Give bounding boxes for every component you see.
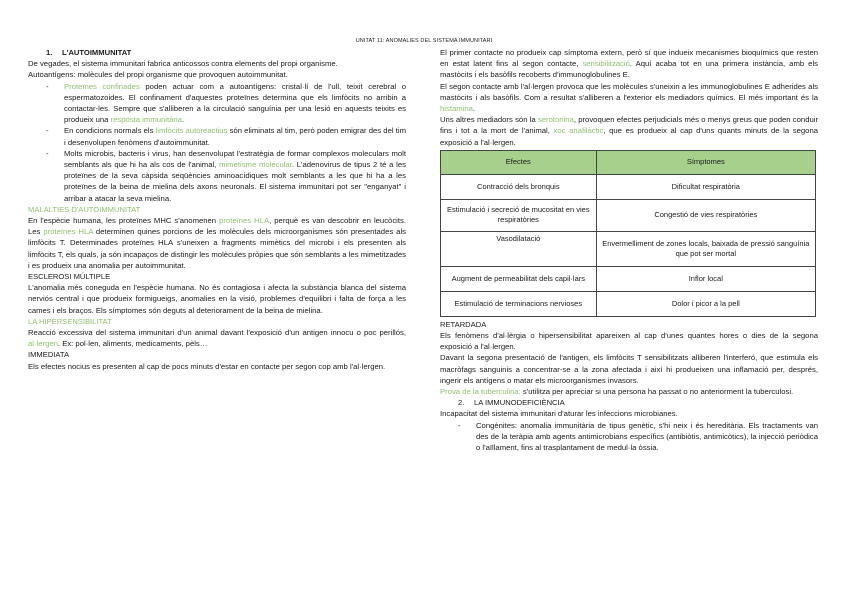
- table-cell: Dolor i picor a la pell: [596, 291, 815, 316]
- subheading-retardada: RETARDADA: [440, 319, 487, 329]
- list-item: - Congènites: anomalia immunitària de tipus genètic, s'hi neix i és hereditària. Els tractaments van des de la teràpia amb agents antimicrobians específics (antibiòtis, antimicòtics), la injecció periòdica o l'aïllament, fins al trasplantament de medul·la òssia.: [476, 420, 818, 454]
- left-column: [28, 47, 406, 372]
- table-cell: Vasodilatació: [441, 231, 597, 266]
- effects-symptoms-table: [440, 150, 816, 317]
- table-cell: Dificultat respiratòria: [596, 174, 815, 199]
- table-cell: Envermelliment de zones locals, baixada de pressió sanguínia que pot ser mortal: [596, 231, 815, 266]
- subheading-immediata: IMMEDIATA: [28, 350, 70, 360]
- table-row: [441, 199, 816, 231]
- paragraph: Reacció excessiva del sistema immunitari d'un animal davant l'exposició d'un antigen innocu o poc perillós, al·lergen. Ex: pol·len, aliments, medicaments, pèls…: [28, 328, 406, 349]
- table-cell: Estimulació de terminacions nervioses: [441, 291, 597, 316]
- subheading-hipersensibilitat: LA HIPERSENSIBILITAT: [28, 316, 112, 326]
- table-row: [441, 174, 816, 199]
- bullet-list: [28, 81, 406, 204]
- section-2-heading: 2. LA IMMUNODEFICIÈNCIA: [458, 398, 565, 408]
- table-header-cell: Efectes: [441, 150, 597, 174]
- paragraph: El primer contacte no produeix cap símptoma extern, però sí que indueix mecanismes bioquímics que resten en estat latent fins al segon contacte, sensibilització. Aquí acaba tot en una primera instància, amb els mastòcits i els basòfils recoberts d'immunoglobulines E.: [440, 48, 818, 80]
- paragraph: L'anomalia més coneguda en l'espècie humana. No és contagiosa i afecta la substància blanca del sistema nerviós central i que produeix formigueigs, anomalies en la visió, problemes d'equilibri i falta de força a les cames i els braços. Els símptomes són deguts al deteriorament de la beina de mielina.: [28, 283, 406, 315]
- list-item: - En condicions normals els limfòcits autoreactius són eliminats al tim, però poden emigrar des del tim i desenvolupen fenòmens d'autoimmunitat.: [64, 125, 406, 147]
- table-row: [441, 291, 816, 316]
- paragraph: Uns altres mediadors són la serotonina, provoquen efectes perjudicials més o menys greus que poden conduir fins i tot a la mort de l'animal, xoc anafilàctic, que es produeix al cap d'uns quants minuts de la segona exposició a l'al·lergen.: [440, 115, 819, 147]
- right-column: [440, 47, 818, 453]
- paragraph: El segon contacte amb l'al·lergen provoca que les molècules s'uneixin a les immunoglobulines E adherides als mastòcits i als basòfils. Com a resultat s'alliberen a l'exterior els mediadors químics. El més important és la histamina.: [440, 81, 818, 114]
- bullet-list: [440, 420, 818, 454]
- paragraph: Autoantígens: molècules del propi organisme que provoquen autoimmunitat.: [28, 70, 288, 80]
- paragraph: En l'espècie humana, les proteïnes MHC s'anomenen proteïnes HLA, perquè es van descobrir en leucòcits. Les proteïnes HLA determinen quines porcions de les molècules dels microorganismes són presentades als limfòcits T. Determinades proteïnes HLA s'uneixen a fragments mimètics del microbi i els presenten als limfòcits T, els quals, ja són incapaços de distingir les molècules pròpies que són semblants a les mimetitzades i es produeix una anomalia per autoimmunitat.: [28, 216, 406, 270]
- table-cell: Contracció dels bronquis: [441, 174, 597, 199]
- section-1-heading: 1. L'AUTOIMMUNITAT: [46, 48, 132, 57]
- table-row: [441, 231, 816, 266]
- list-item: - Proteïnes confinades poden actuar com a autoantígens: cristal·lí de l'ull, teixit cerebral o espermatozoides. El confinament d'aquestes proteïnes determina que els limfòcits no arribin a contactar-les. Sempre que s'alliberen a la circulació sanguínia per una lesió en aquests teixits es produeix una resposta immunitària.: [64, 81, 406, 126]
- table-header-row: [441, 150, 816, 174]
- paragraph: De vegades, el sistema immunitari fabrica anticossos contra elements del propi organisme.: [28, 59, 338, 69]
- table-cell: Congestió de vies respiratòries: [596, 199, 815, 231]
- table-header-cell: Símptomes: [596, 150, 815, 174]
- list-item: - Molts microbis, bacteris i virus, han desenvolupat l'estratègia de formar complexos moleculars molt semblants als que hi ha als cos de l'animal, mimetisme molecular. L'adenovirus de tipus 2 té a les proteïnes de la seva càpsida seqüències aminoacídiques molt semblants a les que hi ha a les proteïnes de la beina de mielina dels axons neuronals. El sistema immunitari pot ser "enganyat" i arribar a atacar la seva mielina.: [64, 148, 406, 204]
- paragraph: Davant la segona presentació de l'antigen, els limfòcits T sensibilitzats alliberen l'interferó, que estimula els macròfags sanguinis a concentrar-se a la zona afectada i així hi produeixen una inflamació per, després, ingerir els antígens o matar els microorganismes invasors.: [440, 353, 818, 385]
- table-cell: Augment de permeabilitat dels capil·lars: [441, 266, 597, 291]
- paragraph: Prova de la tuberculina: s'utilitza per apreciar si una persona ha passat o no anteriorment la tuberculosi.: [440, 387, 794, 397]
- table-cell: Estimulació i secreció de mucositat en vies respiratòries: [441, 199, 597, 231]
- paragraph: Els efectes nocius es presenten al cap de pocs minuts d'estar en contacte per segon cop amb l'al·lergen.: [28, 361, 386, 371]
- page-header: UNITAT 11: ANOMALIES DEL SISTEMA IMMUNITARI: [355, 38, 493, 44]
- paragraph: Incapacitat del sistema immunitari d'aturar les infeccions microbianes.: [440, 409, 678, 419]
- table-cell: Inflor local: [596, 266, 815, 291]
- table-row: [441, 266, 816, 291]
- subheading-esclerosi: ESCLEROSI MÚLTIPLE: [28, 272, 111, 282]
- paragraph: Els fenòmens d'al·lèrgia o hipersensibilitat apareixen al cap d'unes quantes hores o dies de la segona exposició a l'al·lergen.: [440, 331, 818, 352]
- subheading-malalties: MALALTIES D'AUTOIMMUNITAT: [28, 204, 141, 214]
